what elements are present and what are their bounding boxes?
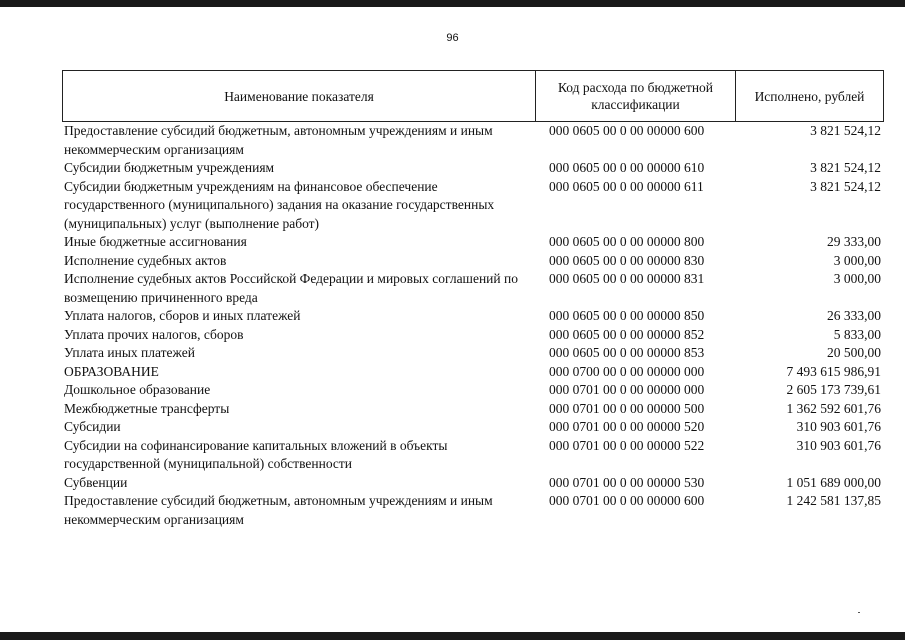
- row-code: 000 0605 00 0 00 00000 850: [549, 308, 705, 323]
- row-amount: 3 821 524,12: [810, 160, 881, 175]
- row-amount: 3 821 524,12: [810, 123, 881, 138]
- row-amount: 1 362 592 601,76: [786, 400, 881, 416]
- row-name: Исполнение судебных актов: [64, 252, 227, 268]
- row-amount: 2 605 173 739,61: [786, 382, 881, 397]
- table-row: [62, 252, 884, 271]
- row-name: Субсидии на софинансирование капитальных вложений в объекты государственной (муниципальной) собственности: [64, 437, 448, 471]
- row-name: Уплата налогов, сборов и иных платежей: [64, 308, 301, 323]
- table-row: [62, 122, 884, 159]
- row-amount: 3 821 524,12: [810, 178, 881, 194]
- row-amount: 7 493 615 986,91: [786, 363, 881, 379]
- table-row: [62, 178, 884, 234]
- row-code: 000 0700 00 0 00 00000 000: [549, 363, 705, 379]
- row-name: Субсидии бюджетным учреждениям на финансовое обеспечение государственного (муниципального) задания на оказание государственных (муниципальных) услуг (выполнение работ): [64, 178, 495, 231]
- row-code: 000 0701 00 0 00 00000 000: [549, 382, 705, 397]
- table-row: [62, 363, 884, 382]
- table-body: [62, 122, 884, 529]
- scan-border-top: [0, 0, 905, 7]
- row-amount: 1 051 689 000,00: [786, 474, 881, 490]
- row-code: 000 0605 00 0 00 00000 831: [549, 271, 705, 286]
- table-row: [62, 270, 884, 307]
- row-name: Предоставление субсидий бюджетным, автономным учреждениям и иным некоммерческим организациям: [64, 493, 493, 527]
- header-code: Код расхода по бюджетной классификации: [536, 71, 736, 121]
- row-name: Субвенции: [64, 474, 128, 490]
- row-name: Субсидии бюджетным учреждениям: [64, 160, 275, 175]
- row-code: 000 0605 00 0 00 00000 600: [549, 123, 705, 138]
- row-code: 000 0605 00 0 00 00000 611: [549, 178, 704, 194]
- table-row: [62, 474, 884, 493]
- table-row: [62, 159, 884, 178]
- table-row: [62, 344, 884, 363]
- table-row: [62, 437, 884, 474]
- table-row: [62, 418, 884, 437]
- row-amount: 26 333,00: [827, 308, 881, 323]
- row-code: 000 0701 00 0 00 00000 520: [549, 419, 705, 434]
- row-code: 000 0605 00 0 00 00000 853: [549, 345, 705, 360]
- row-name: Межбюджетные трансферты: [64, 400, 230, 416]
- row-amount: 3 000,00: [833, 252, 881, 268]
- page-number: 96: [446, 32, 459, 44]
- row-code: 000 0701 00 0 00 00000 530: [549, 474, 705, 490]
- row-code: 000 0605 00 0 00 00000 800: [549, 234, 705, 249]
- row-code: 000 0605 00 0 00 00000 852: [549, 326, 705, 342]
- row-code: 000 0605 00 0 00 00000 830: [549, 252, 705, 268]
- row-name: Исполнение судебных актов Российской Федерации и мировых соглашений по возмещению причиненного вреда: [64, 271, 518, 305]
- row-amount: 29 333,00: [827, 234, 881, 249]
- table-row: [62, 492, 884, 529]
- row-name: Предоставление субсидий бюджетным, автономным учреждениям и иным некоммерческим организациям: [64, 123, 493, 157]
- table-row: [62, 233, 884, 252]
- row-name: Иные бюджетные ассигнования: [64, 234, 247, 249]
- row-code: 000 0701 00 0 00 00000 600: [549, 493, 705, 508]
- row-amount: 3 000,00: [833, 271, 881, 286]
- header-amount: Исполнено, рублей: [754, 88, 865, 104]
- row-name: ОБРАЗОВАНИЕ: [64, 363, 159, 379]
- row-name: Уплата иных платежей: [64, 345, 195, 360]
- row-name: Уплата прочих налогов, сборов: [64, 326, 244, 342]
- table-row: [62, 381, 884, 400]
- table-row: [62, 307, 884, 326]
- row-amount: 1 242 581 137,85: [786, 493, 881, 508]
- scan-speck: [858, 612, 860, 613]
- row-code: 000 0701 00 0 00 00000 500: [549, 400, 705, 416]
- row-amount: 20 500,00: [827, 345, 881, 360]
- row-amount: 310 903 601,76: [796, 437, 881, 453]
- row-code: 000 0605 00 0 00 00000 610: [549, 160, 705, 175]
- table-row: [62, 326, 884, 345]
- table-header: [62, 70, 884, 122]
- table-row: [62, 400, 884, 419]
- row-name: Дошкольное образование: [64, 382, 211, 397]
- row-amount: 5 833,00: [833, 326, 881, 342]
- row-code: 000 0701 00 0 00 00000 522: [549, 437, 705, 453]
- header-name: Наименование показателя: [63, 71, 536, 121]
- row-amount: 310 903 601,76: [796, 419, 881, 434]
- scan-border-bottom: [0, 632, 905, 640]
- row-name: Субсидии: [64, 419, 121, 434]
